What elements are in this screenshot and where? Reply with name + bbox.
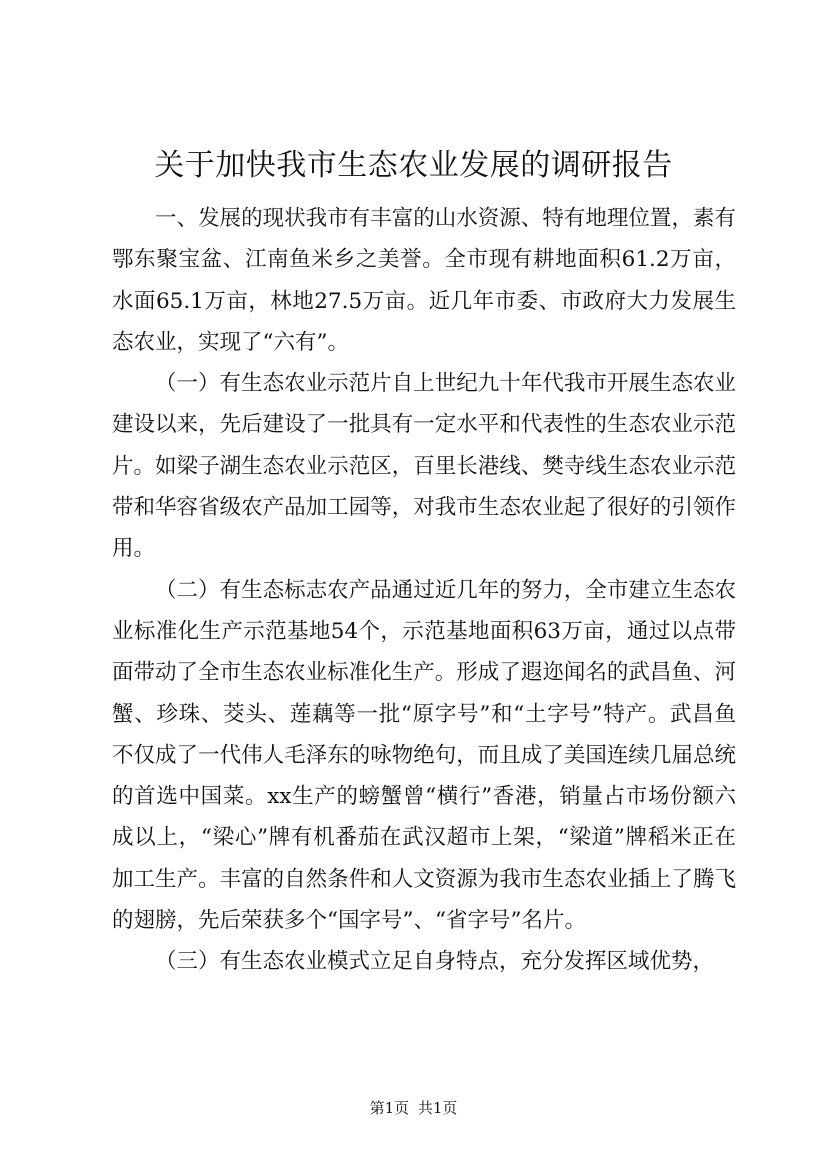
page-total: 共1页 [417,1099,458,1117]
paragraph-development-status: 一、发展的现状我市有丰富的山水资源、特有地理位置，素有鄂东聚宝盆、江南鱼米乡之美誉。全市现有耕地面积61.2万亩，水面65.1万亩，林地27.5万亩。近几年市委、市政府大力发展生态农业，实现了“六有”。 [112,206,736,355]
page-footer [0,1098,827,1118]
page-number: 第1页 [369,1099,410,1117]
paragraph-eco-models: （三）有生态农业模式立足自身特点，充分发挥区域优势， [155,949,715,975]
paragraph-eco-products: （二）有生态标志农产品通过近几年的努力，全市建立生态农业标准化生产示范基地54个，示范基地面积63万亩，通过以点带面带动了全市生态农业标准化生产。形成了遐迩闻名的武昌鱼、河蟹、珍珠、茭头、莲藕等一批“原字号”和“土字号”特产。武昌鱼不仅成了一代伟人毛泽东的咏物绝句，而且成了美国连续几届总统的首选中国菜。xx生产的螃蟹曾“横行”香港，销量占市场份额六成以上，“梁心”牌有机番茄在武汉超市上架，“梁道”牌稻米正在加工生产。丰富的自然条件和人文资源为我市生态农业插上了腾飞的翅膀，先后荣获多个“国字号”、“省字号”名片。 [112,577,736,934]
document-title: 关于加快我市生态农业发展的调研报告 [154,148,673,183]
document-body [112,198,736,983]
paragraph-eco-demo-zones: （一）有生态农业示范片自上世纪九十年代我市开展生态农业建设以来，先后建设了一批具有一定水平和代表性的生态农业示范片。如梁子湖生态农业示范区，百里长港线、樊寺线生态农业示范带和华容省级农产品加工园等，对我市生态农业起了很好的引领作用。 [112,371,736,562]
